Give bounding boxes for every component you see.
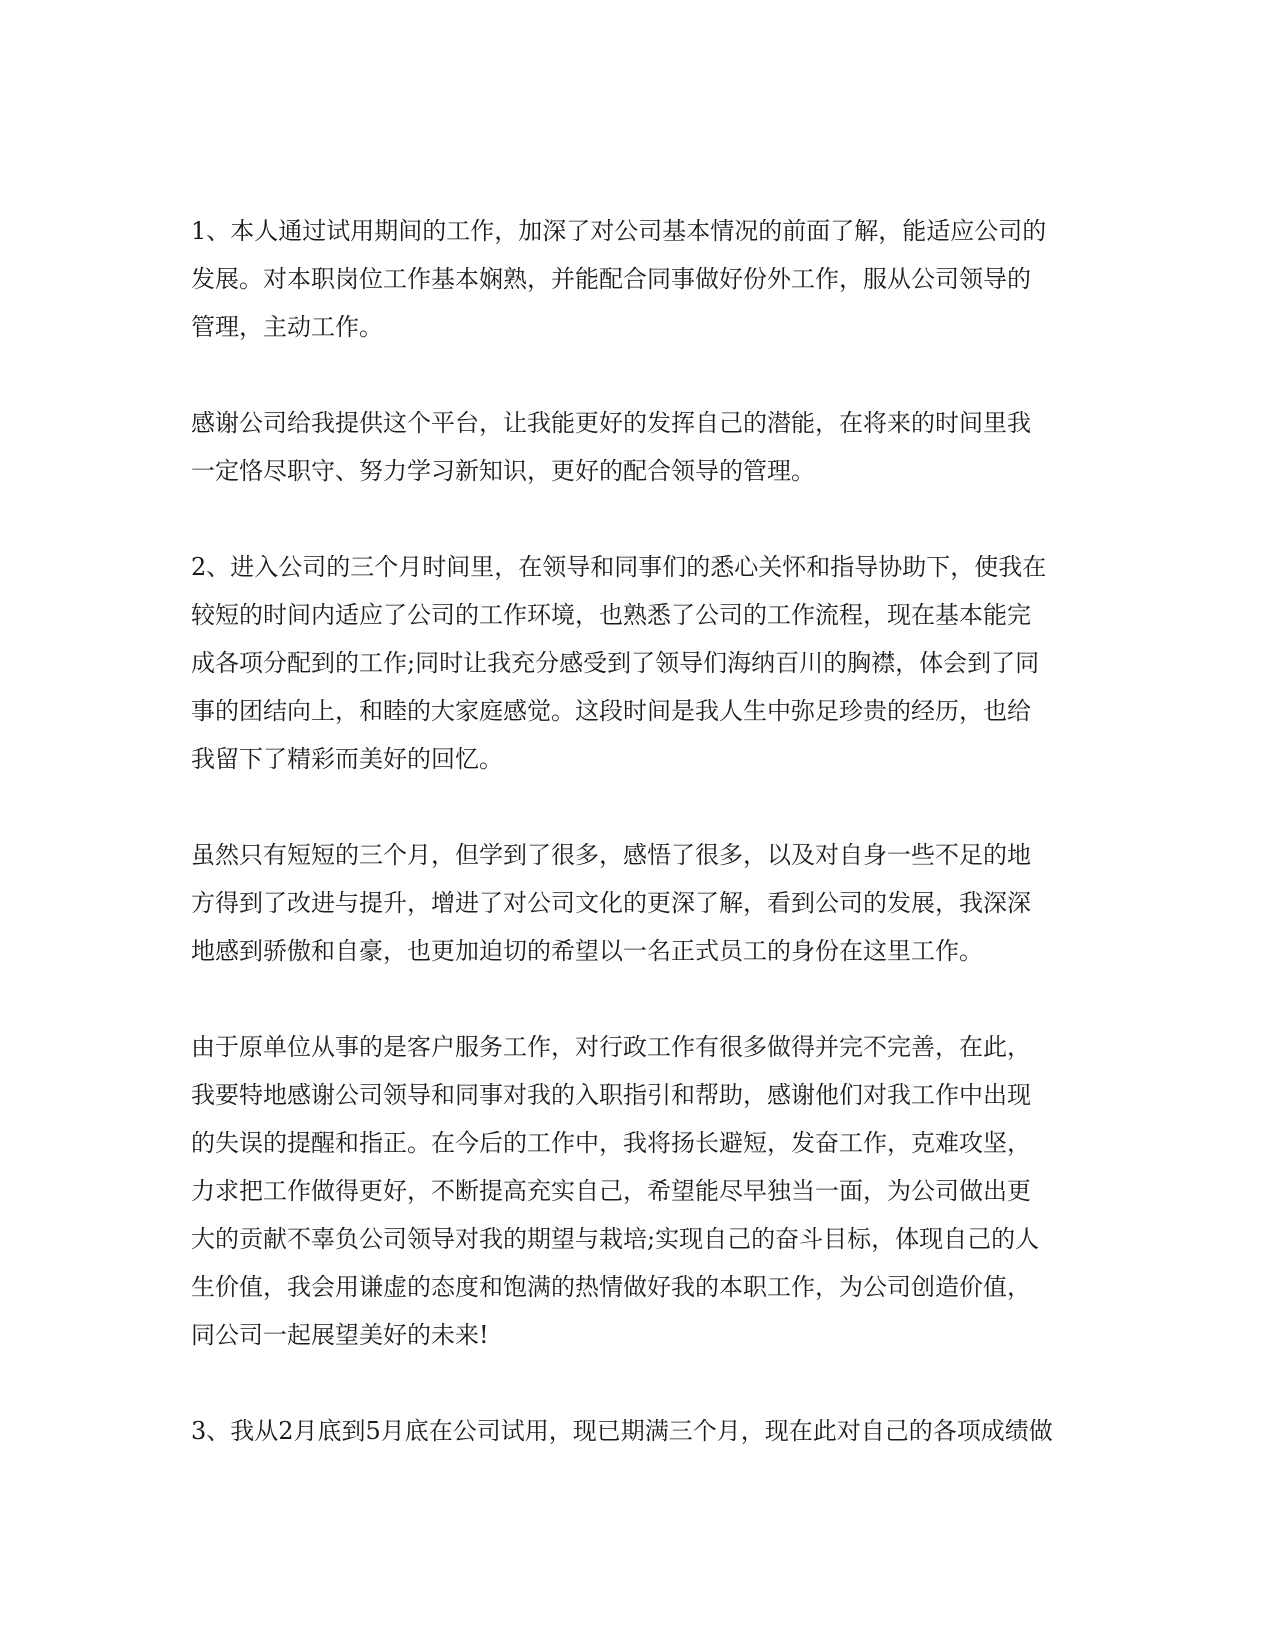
text-line: 大的贡献不辜负公司领导对我的期望与栽培;实现自己的奋斗目标，体现自己的人 xyxy=(191,1225,1040,1253)
text-line: 由于原单位从事的是客户服务工作，对行政工作有很多做得并完不完善，在此， xyxy=(191,1033,1031,1061)
text-line: 地感到骄傲和自豪，也更加迫切的希望以一名正式员工的身份在这里工作。 xyxy=(191,937,983,965)
text-line: 1、本人通过试用期间的工作，加深了对公司基本情况的前面了解，能适应公司的 xyxy=(191,217,1047,245)
paragraph-spacer xyxy=(191,783,1083,831)
paragraph-6 xyxy=(191,1407,1083,1455)
paragraph-spacer xyxy=(191,495,1083,543)
text-line: 事的团结向上，和睦的大家庭感觉。这段时间是我人生中弥足珍贵的经历，也给 xyxy=(191,697,1031,725)
text-line: 感谢公司给我提供这个平台，让我能更好的发挥自己的潜能，在将来的时间里我 xyxy=(191,409,1031,437)
text-line: 的失误的提醒和指正。在今后的工作中，我将扬长避短，发奋工作，克难攻坚， xyxy=(191,1129,1031,1157)
document-body xyxy=(191,207,1083,1455)
text-line: 同公司一起展望美好的未来! xyxy=(191,1321,489,1349)
paragraph-2 xyxy=(191,399,1083,495)
text-line: 3、我从2月底到5月底在公司试用，现已期满三个月，现在此对自己的各项成绩做 xyxy=(191,1417,1053,1445)
text-line: 力求把工作做得更好，不断提高充实自己，希望能尽早独当一面，为公司做出更 xyxy=(191,1177,1031,1205)
paragraph-4 xyxy=(191,831,1083,975)
text-line: 发展。对本职岗位工作基本娴熟，并能配合同事做好份外工作，服从公司领导的 xyxy=(191,265,1031,293)
paragraph-spacer xyxy=(191,1359,1083,1407)
text-line: 我要特地感谢公司领导和同事对我的入职指引和帮助，感谢他们对我工作中出现 xyxy=(191,1081,1031,1109)
text-line: 一定恪尽职守、努力学习新知识，更好的配合领导的管理。 xyxy=(191,457,815,485)
text-line: 虽然只有短短的三个月，但学到了很多，感悟了很多，以及对自身一些不足的地 xyxy=(191,841,1031,869)
text-line: 方得到了改进与提升，增进了对公司文化的更深了解，看到公司的发展，我深深 xyxy=(191,889,1031,917)
paragraph-spacer xyxy=(191,351,1083,399)
paragraph-1 xyxy=(191,207,1083,351)
text-line: 较短的时间内适应了公司的工作环境，也熟悉了公司的工作流程，现在基本能完 xyxy=(191,601,1031,629)
text-line: 管理，主动工作。 xyxy=(191,313,383,341)
text-line: 我留下了精彩而美好的回忆。 xyxy=(191,745,503,773)
text-line: 成各项分配到的工作;同时让我充分感受到了领导们海纳百川的胸襟，体会到了同 xyxy=(191,649,1040,677)
text-line: 生价值，我会用谦虚的态度和饱满的热情做好我的本职工作，为公司创造价值， xyxy=(191,1273,1031,1301)
paragraph-3 xyxy=(191,543,1083,783)
paragraph-5 xyxy=(191,1023,1083,1359)
text-line: 2、进入公司的三个月时间里，在领导和同事们的悉心关怀和指导协助下，使我在 xyxy=(191,553,1047,581)
paragraph-spacer xyxy=(191,975,1083,1023)
